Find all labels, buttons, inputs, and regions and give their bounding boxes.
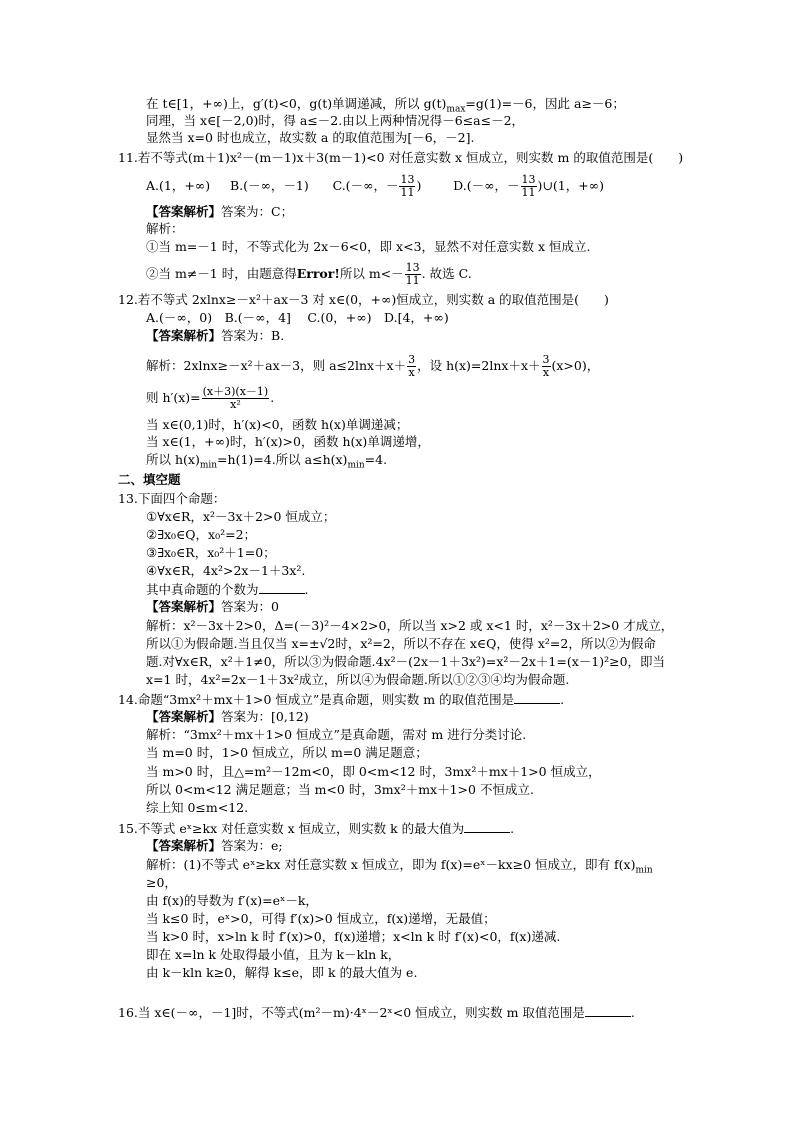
question-11: 11.若不等式(m＋1)x²－(m－1)x＋3(m－1)<0 对任意实数 x 恒成立，则实数 m 的取值范围是( ) <box>118 150 684 165</box>
question-12-options: A.(－∞，0) B.(－∞，4] C.(0，+∞) D.[4，+∞) <box>146 310 449 325</box>
text-line: 当 m=0 时，1>0 恒成立，所以 m=0 满足题意； <box>146 745 428 760</box>
question-15: 15.不等式 eˣ≥kx 对任意实数 x 恒成立，则实数 k 的最大值为 . <box>118 821 515 836</box>
text-line: 解析：(1)不等式 eˣ≥kx 对任意实数 x 恒成立，即为 f(x)=eˣ－kx≥0 恒成立，即有 $f(x)_{min}$ <box>146 857 653 876</box>
text-line: 解析： <box>146 221 184 236</box>
text-line: x=1 时，4x²=2x－1＋3x²成立，所以④为假命题.所以①②③④均为假命题. <box>146 672 570 687</box>
text-line: 所以 $h(x)_{min}=h(1)=4$.所以 $a\le h(x)_{min}=4$. <box>146 452 388 471</box>
text-line: ①∀x∈R，x²－3x＋2>0 恒成立； <box>146 509 336 524</box>
answer-blank <box>259 581 305 594</box>
text-line: 由 k－kln k≥0，解得 k≤e，即 k 的最大值为 e. <box>146 965 418 980</box>
text-line: 即在 x=ln k 处取得最小值，且为 k－kln k， <box>146 947 401 962</box>
answer-13: 【答案解析】答案为：0 <box>146 599 279 614</box>
text-line: 综上知 0≤m<12. <box>146 800 249 815</box>
text-line: ②当 m≠－1 时，由题意得Error!所以 m<－ $\frac{13}{11}$ . 故选 C. <box>146 261 472 287</box>
text-line: ③∃x₀∈R，x₀²＋1=0； <box>146 545 276 560</box>
text-line: ①当 m=－1 时，不等式化为 2x－6<0，即 x<3，显然不对任意实数 x 恒成立. <box>146 239 591 254</box>
question-12: 12.若不等式 2xlnx≥－x²＋ax－3 对 x∈(0，+∞)恒成立，则实数 a 的取值范围是( ) <box>118 292 609 307</box>
text-line: 解析：x²－3x＋2>0，Δ=(－3)²－4×2>0，所以当 x>2 或 x<1 时，x²－3x＋2>0 才成立， <box>146 618 674 633</box>
text-line: 当 m>0 时，且△=m²－12m<0，即 0<m<12 时，3mx²＋mx＋1>0 恒成立， <box>146 764 601 779</box>
text-line: ②∃x₀∈Q，x₀²=2； <box>146 527 257 542</box>
text-line: 则 h′(x)= $\frac{(x+3)(x-1)}{\text{x²}}$ . <box>146 385 275 411</box>
text-line: 由 f(x)的导数为 f′(x)=eˣ－k， <box>146 893 318 908</box>
text-line: ④∀x∈R，4x²>2x－1＋3x². <box>146 563 306 578</box>
question-13: 13.下面四个命题： <box>118 491 226 506</box>
text-line: 当 x∈(1，+∞)时，h′(x)>0，函数 h(x)单调递增， <box>146 434 430 449</box>
question-16: 16.当 x∈(－∞，－1]时，不等式(m²－m)·4ˣ－2ˣ<0 恒成立，则实数 m 取值范围是 . <box>118 1005 635 1020</box>
text-line: 所以①为假命题.当且仅当 x=±√2时，x²=2，所以不存在 x∈Q，使得 x²=2，所以②为假命 <box>146 636 656 651</box>
text-line: 题.对∀x∈R，x²＋1≠0，所以③为假命题.4x²－(2x－1＋3x²)=x²－2x＋1=(x－1)²≥0，即当 <box>146 654 666 669</box>
answer-blank <box>585 1004 631 1017</box>
text-line: 显然当 x=0 时也成立，故实数 a 的取值范围为[－6，－2]. <box>146 130 475 145</box>
text-line: 所以 0<m<12 满足题意；当 m<0 时，3mx²＋mx＋1>0 不恒成立. <box>146 782 534 797</box>
answer-14: 【答案解析】答案为：[0,12) <box>146 709 309 724</box>
question-11-options: A.(1，+∞) B.(－∞，－1) C.(－∞，－ $\frac{13}{11}$ ) D.(－∞，－ $\frac{13}{11}$ )∪(1，+∞) <box>146 173 604 199</box>
text-line: 在 t∈[1，+∞)上，g′(t)<0，g(t)单调递减，所以 $g(t)_{max}=g(1)=-6$，因此 a≥－6； <box>146 96 625 115</box>
text-line: 当 x∈(0,1)时，h′(x)<0，函数 h(x)单调递减； <box>146 417 409 432</box>
section-heading: 二、填空题 <box>118 472 181 487</box>
text-line: ≥0， <box>146 875 177 890</box>
text-line: 解析：2xlnx≥－x²＋ax－3，则 a≤2lnx＋x＋ $\frac{3}{x}$ ，设 h(x)=2lnx＋x＋ $\frac{3}{x}$ (x>0)， <box>146 353 600 379</box>
question-14: 14.命题“3mx²＋mx＋1>0 恒成立”是真命题，则实数 m 的取值范围是 . <box>118 692 565 707</box>
answer-blank <box>464 820 510 833</box>
text-line: 同理，当 x∈[－2,0)时，得 a≤－2.由以上两种情况得－6≤a≤－2， <box>146 113 525 128</box>
answer-11: 【答案解析】答案为：C； <box>146 204 294 219</box>
text-line: 解析：“3mx²＋mx＋1>0 恒成立”是真命题，需对 m 进行分类讨论. <box>146 727 527 742</box>
answer-12: 【答案解析】答案为：B. <box>146 328 285 343</box>
answer-blank <box>514 691 560 704</box>
answer-15: 【答案解析】答案为：e; <box>146 838 283 853</box>
text-line: 其中真命题的个数为 . <box>146 582 309 597</box>
text-line: 当 k≤0 时，eˣ>0，可得 f′(x)>0 恒成立，f(x)递增，无最值； <box>146 911 496 926</box>
text-line: 当 k>0 时，x>ln k 时 f′(x)>0，f(x)递增；x<ln k 时 f′(x)<0，f(x)递减. <box>146 929 561 944</box>
